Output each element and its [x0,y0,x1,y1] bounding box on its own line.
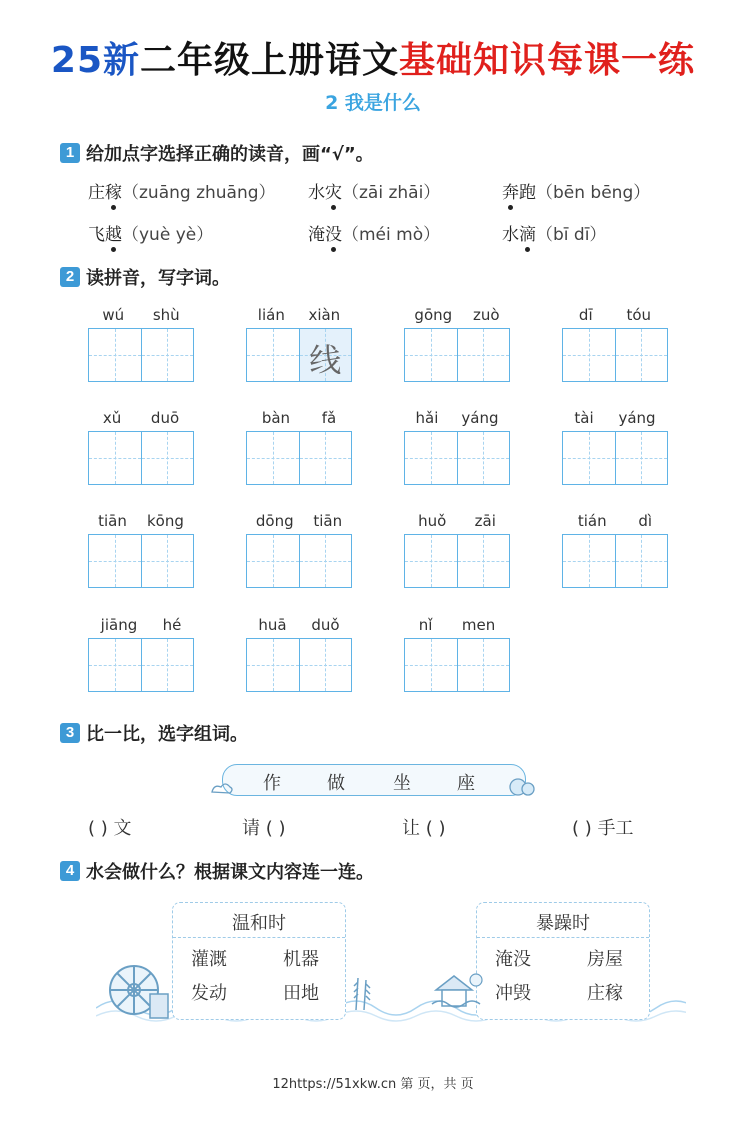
pinyin-label: dī [578,306,593,324]
flooded-house-icon [430,966,486,1012]
q1-number-badge: 1 [60,143,80,163]
pinyin-row [404,306,510,328]
tianzige-grid [246,328,352,382]
q1-prompt: 给加点字选择正确的读音，画“√”。 [86,144,374,165]
pinyin-row [404,616,510,638]
q1-word-char: 水 [502,225,519,245]
q1-dotted-char: 灾 [325,178,342,203]
q1-dotted-char: 稼 [105,178,122,203]
writing-cell[interactable] [405,639,457,691]
water-wheel-icon [102,960,172,1022]
writing-cell[interactable] [405,432,457,484]
pinyin-label: huǒ [418,512,447,530]
pinyin-label: kōng [147,512,184,530]
pinyin-label: xiàn [308,306,341,324]
writing-cell[interactable] [247,535,299,587]
q1-pinyin-options[interactable]: （bī dī） [536,225,607,245]
q1-word-char: 跑 [519,183,536,203]
writing-cell[interactable] [563,535,615,587]
pinyin-label: zuò [473,306,500,324]
writing-cell[interactable] [141,535,194,587]
pinyin-writing-group [88,306,194,382]
q4-prompt: 水会做什么？根据课文内容连一连。 [86,862,374,883]
pinyin-label: tián [577,512,607,530]
q2-prompt: 读拼音，写字词。 [86,268,230,289]
q1-pinyin-options[interactable]: （bēn bēng） [536,183,651,203]
pinyin-row [246,512,352,534]
writing-cell[interactable] [615,329,668,381]
writing-cell[interactable] [405,535,457,587]
lesson-title: 2 我是什么 [325,92,421,114]
pinyin-row [246,616,352,638]
writing-cell[interactable] [615,535,668,587]
pinyin-writing-group [246,306,352,382]
pinyin-label: hé [162,616,182,634]
q1-word-char: 飞 [88,225,105,245]
pinyin-label: fǎ [321,409,337,427]
pinyin-row [404,409,510,431]
title-part-3: 基础知识每课一练 [399,40,696,81]
q3-blank-3[interactable]: 让 ( ) [402,818,446,839]
pinyin-label: nǐ [418,616,433,634]
pinyin-label: hǎi [415,409,439,427]
q4-number-badge: 4 [60,861,80,881]
pinyin-writing-group [562,512,668,588]
q1-pinyin-options[interactable]: （zuāng zhuāng） [122,183,276,203]
pinyin-writing-group [88,512,194,588]
writing-cell[interactable] [457,432,510,484]
q4-word-option[interactable]: 冲毁 [495,983,531,1004]
tianzige-grid [246,431,352,485]
q1-dotted-char: 滴 [519,220,536,245]
title-part-1: 25新 [50,40,141,81]
q4-card-mild-title: 温和时 [232,913,286,934]
q1-word-char: 庄 [88,183,105,203]
tianzige-grid [88,638,194,692]
pinyin-label: yáng [461,409,499,427]
page-title [0,32,746,83]
tianzige-grid [404,431,510,485]
writing-cell[interactable] [247,329,299,381]
pinyin-label: tóu [626,306,652,324]
writing-cell[interactable] [299,432,352,484]
writing-cell[interactable] [141,432,194,484]
tianzige-grid [562,431,668,485]
q1-dotted-char: 奔 [502,178,519,203]
pinyin-label: duō [150,409,180,427]
tianzige-grid [246,638,352,692]
writing-cell[interactable] [89,535,141,587]
title-part-2: 二年级上册语文 [140,40,400,81]
q1-item[interactable] [88,220,213,245]
q4-word-option[interactable]: 庄稼 [587,983,623,1004]
writing-cell[interactable] [89,639,141,691]
pinyin-writing-group [88,616,194,692]
writing-cell[interactable] [299,535,352,587]
page-footer: 12https://51xkw.cn 第 页，共 页 [272,1077,474,1092]
writing-cell[interactable] [141,329,194,381]
q2-number-badge: 2 [60,267,80,287]
pinyin-writing-group [404,512,510,588]
writing-cell[interactable] [299,639,352,691]
q4-heading [60,858,374,884]
pinyin-label: dōng [255,512,294,530]
q1-item[interactable] [308,220,440,245]
q1-word-char: 淹 [308,225,325,245]
pinyin-writing-group [404,616,510,692]
q4-card-violent-title: 暴躁时 [536,913,590,934]
q3-blank-2[interactable]: 请 ( ) [242,818,286,839]
q3-blank-4[interactable]: ( ) 手工 [572,818,634,839]
pinyin-writing-group [404,409,510,485]
tianzige-grid [404,638,510,692]
pinyin-label: bàn [261,409,291,427]
writing-cell[interactable] [141,639,194,691]
q4-card-violent-divider [477,937,649,938]
writing-cell[interactable] [299,329,352,381]
writing-cell[interactable] [563,432,615,484]
pinyin-label: jiāng [100,616,138,634]
q3-character-banner [222,764,526,796]
q2-heading [60,264,230,290]
writing-cell[interactable] [457,639,510,691]
q4-word-option[interactable]: 淹没 [495,949,531,970]
pinyin-label: shù [152,306,180,324]
q3-char-2: 做 [327,773,345,794]
pinyin-label: tài [574,409,594,427]
writing-cell[interactable] [89,329,141,381]
pinyin-row [88,306,194,328]
writing-cell[interactable] [457,329,510,381]
pinyin-label: xǔ [102,409,122,427]
q4-word-option[interactable]: 田地 [283,983,319,1004]
q3-char-4: 座 [457,773,475,794]
q1-pinyin-options[interactable]: （zāi zhāi） [342,183,441,203]
writing-cell[interactable] [457,535,510,587]
tianzige-grid [562,328,668,382]
q1-heading [60,140,374,166]
q1-item[interactable] [308,178,440,203]
pinyin-label: dì [638,512,653,530]
pinyin-label: zāi [474,512,496,530]
pinyin-writing-group [404,306,510,382]
writing-cell[interactable] [615,432,668,484]
pinyin-row [88,512,194,534]
q4-word-option[interactable]: 房屋 [587,949,623,970]
pinyin-row [246,409,352,431]
pinyin-writing-group [562,409,668,485]
writing-cell[interactable] [405,329,457,381]
pinyin-label: lián [257,306,285,324]
pinyin-writing-group [88,409,194,485]
q3-heading [60,720,248,746]
q4-word-option[interactable]: 机器 [283,949,319,970]
pinyin-writing-group [246,409,352,485]
q1-dotted-char: 越 [105,220,122,245]
pinyin-label: yáng [618,409,656,427]
q1-item[interactable] [502,220,606,245]
q3-blank-1[interactable]: ( ) 文 [88,818,132,839]
pinyin-writing-group [246,616,352,692]
writing-cell[interactable] [247,639,299,691]
pinyin-label: tiān [313,512,343,530]
cloud-icon-left [208,776,234,800]
tianzige-grid [88,328,194,382]
q1-pinyin-options[interactable]: （méi mò） [342,225,441,245]
pinyin-row [562,512,668,534]
q4-word-option[interactable]: 发动 [191,983,227,1004]
q4-card-violent [476,902,650,1020]
q4-card-mild-divider [173,937,345,938]
q4-word-option[interactable]: 灌溉 [191,949,227,970]
cloud-icon-right [504,774,538,800]
tianzige-grid [88,431,194,485]
pinyin-row [88,616,194,638]
q3-char-3: 坐 [393,773,411,794]
q1-dotted-char: 没 [325,220,342,245]
pinyin-label: duǒ [311,616,340,634]
q1-item[interactable] [502,178,650,203]
tianzige-grid [562,534,668,588]
pinyin-writing-group [246,512,352,588]
pinyin-row [562,409,668,431]
q1-item[interactable] [88,178,276,203]
pinyin-row [562,306,668,328]
pinyin-label: gōng [414,306,453,324]
pinyin-row [88,409,194,431]
writing-cell[interactable] [563,329,615,381]
tianzige-grid [404,534,510,588]
tianzige-grid [88,534,194,588]
pinyin-row [246,306,352,328]
tianzige-grid [246,534,352,588]
pinyin-label: men [461,616,496,634]
pinyin-writing-group [562,306,668,382]
q4-card-mild [172,902,346,1020]
pinyin-label: tiān [98,512,127,530]
q1-pinyin-options[interactable]: （yuè yè） [122,225,214,245]
tianzige-grid [404,328,510,382]
q3-number-badge: 3 [60,723,80,743]
q1-word-char: 水 [308,183,325,203]
pinyin-label: wú [102,306,125,324]
writing-cell[interactable] [247,432,299,484]
q3-prompt: 比一比，选字组词。 [86,724,248,745]
example-character: 线 [309,341,342,379]
q3-char-1: 作 [263,773,281,794]
writing-cell[interactable] [89,432,141,484]
pinyin-row [404,512,510,534]
wheat-icon [346,972,376,1012]
pinyin-label: huā [258,616,287,634]
